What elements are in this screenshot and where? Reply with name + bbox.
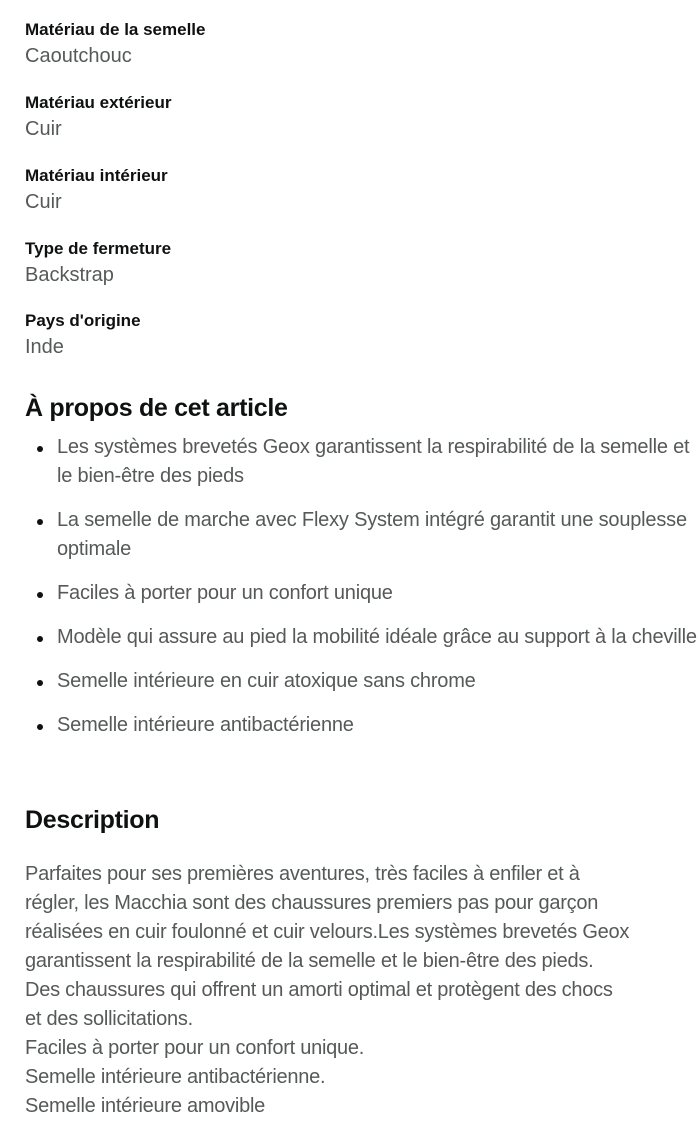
description-line: et des sollicitations. [25,1008,193,1030]
about-bullet [25,433,700,491]
spec-value: Caoutchouc [25,45,132,67]
spec-inner-material [25,165,168,217]
spec-label: Pays d'origine [25,311,141,330]
bullet-dot-icon [37,519,43,525]
description-line: régler, les Macchia sont des chaussures premiers pas pour garçon [25,892,599,914]
bullet-dot-icon [37,680,43,686]
bullet-text: Modèle qui assure au pied la mobilité idéale grâce au support à la cheville [57,626,697,648]
description-line: réalisées en cuir foulonné et cuir velours.Les systèmes brevetés Geox [25,921,630,943]
description-line: Semelle intérieure amovible [25,1095,266,1117]
bullet-dot-icon [37,636,43,642]
spec-label: Matériau intérieur [25,166,168,185]
spec-country-of-origin [25,310,141,362]
about-bullet [25,506,700,564]
bullet-dot-icon [37,446,43,452]
spec-label: Matériau extérieur [25,93,172,112]
bullet-text: Faciles à porter pour un confort unique [57,582,393,604]
about-bullet-list [25,433,700,740]
spec-sole-material [25,19,205,71]
spec-closure-type [25,238,171,290]
about-bullet [25,579,700,608]
spec-value: Cuir [25,191,62,213]
spec-label: Type de fermeture [25,239,172,258]
bullet-dot-icon [37,724,43,730]
spec-label: Matériau de la semelle [25,20,206,39]
bullet-text: Les systèmes brevetés Geox garantissent la respirabilité de la semelle et le bien-être des pieds [57,436,690,487]
about-bullet [25,623,700,652]
spec-value: Inde [25,336,64,358]
about-bullet [25,667,700,696]
description-line: Des chaussures qui offrent un amorti optimal et protègent des chocs [25,979,613,1001]
description-text [25,860,700,1121]
bullet-text: Semelle intérieure en cuir atoxique sans chrome [57,670,476,692]
bullet-text: Semelle intérieure antibactérienne [57,714,354,736]
description-line: garantissent la respirabilité de la semelle et le bien-être des pieds. [25,950,594,972]
description-line: Faciles à porter pour un confort unique. [25,1037,365,1059]
description-line: Semelle intérieure antibactérienne. [25,1066,326,1088]
about-section-title: À propos de cet article [25,394,288,422]
spec-outer-material [25,92,171,144]
bullet-dot-icon [37,592,43,598]
spec-value: Cuir [25,118,62,140]
spec-value: Backstrap [25,264,114,286]
about-bullet [25,711,700,740]
description-section-title: Description [25,806,160,834]
bullet-text: La semelle de marche avec Flexy System intégré garantit une souplesse optimale [57,509,687,560]
description-line: Parfaites pour ses premières aventures, très faciles à enfiler et à [25,863,580,885]
